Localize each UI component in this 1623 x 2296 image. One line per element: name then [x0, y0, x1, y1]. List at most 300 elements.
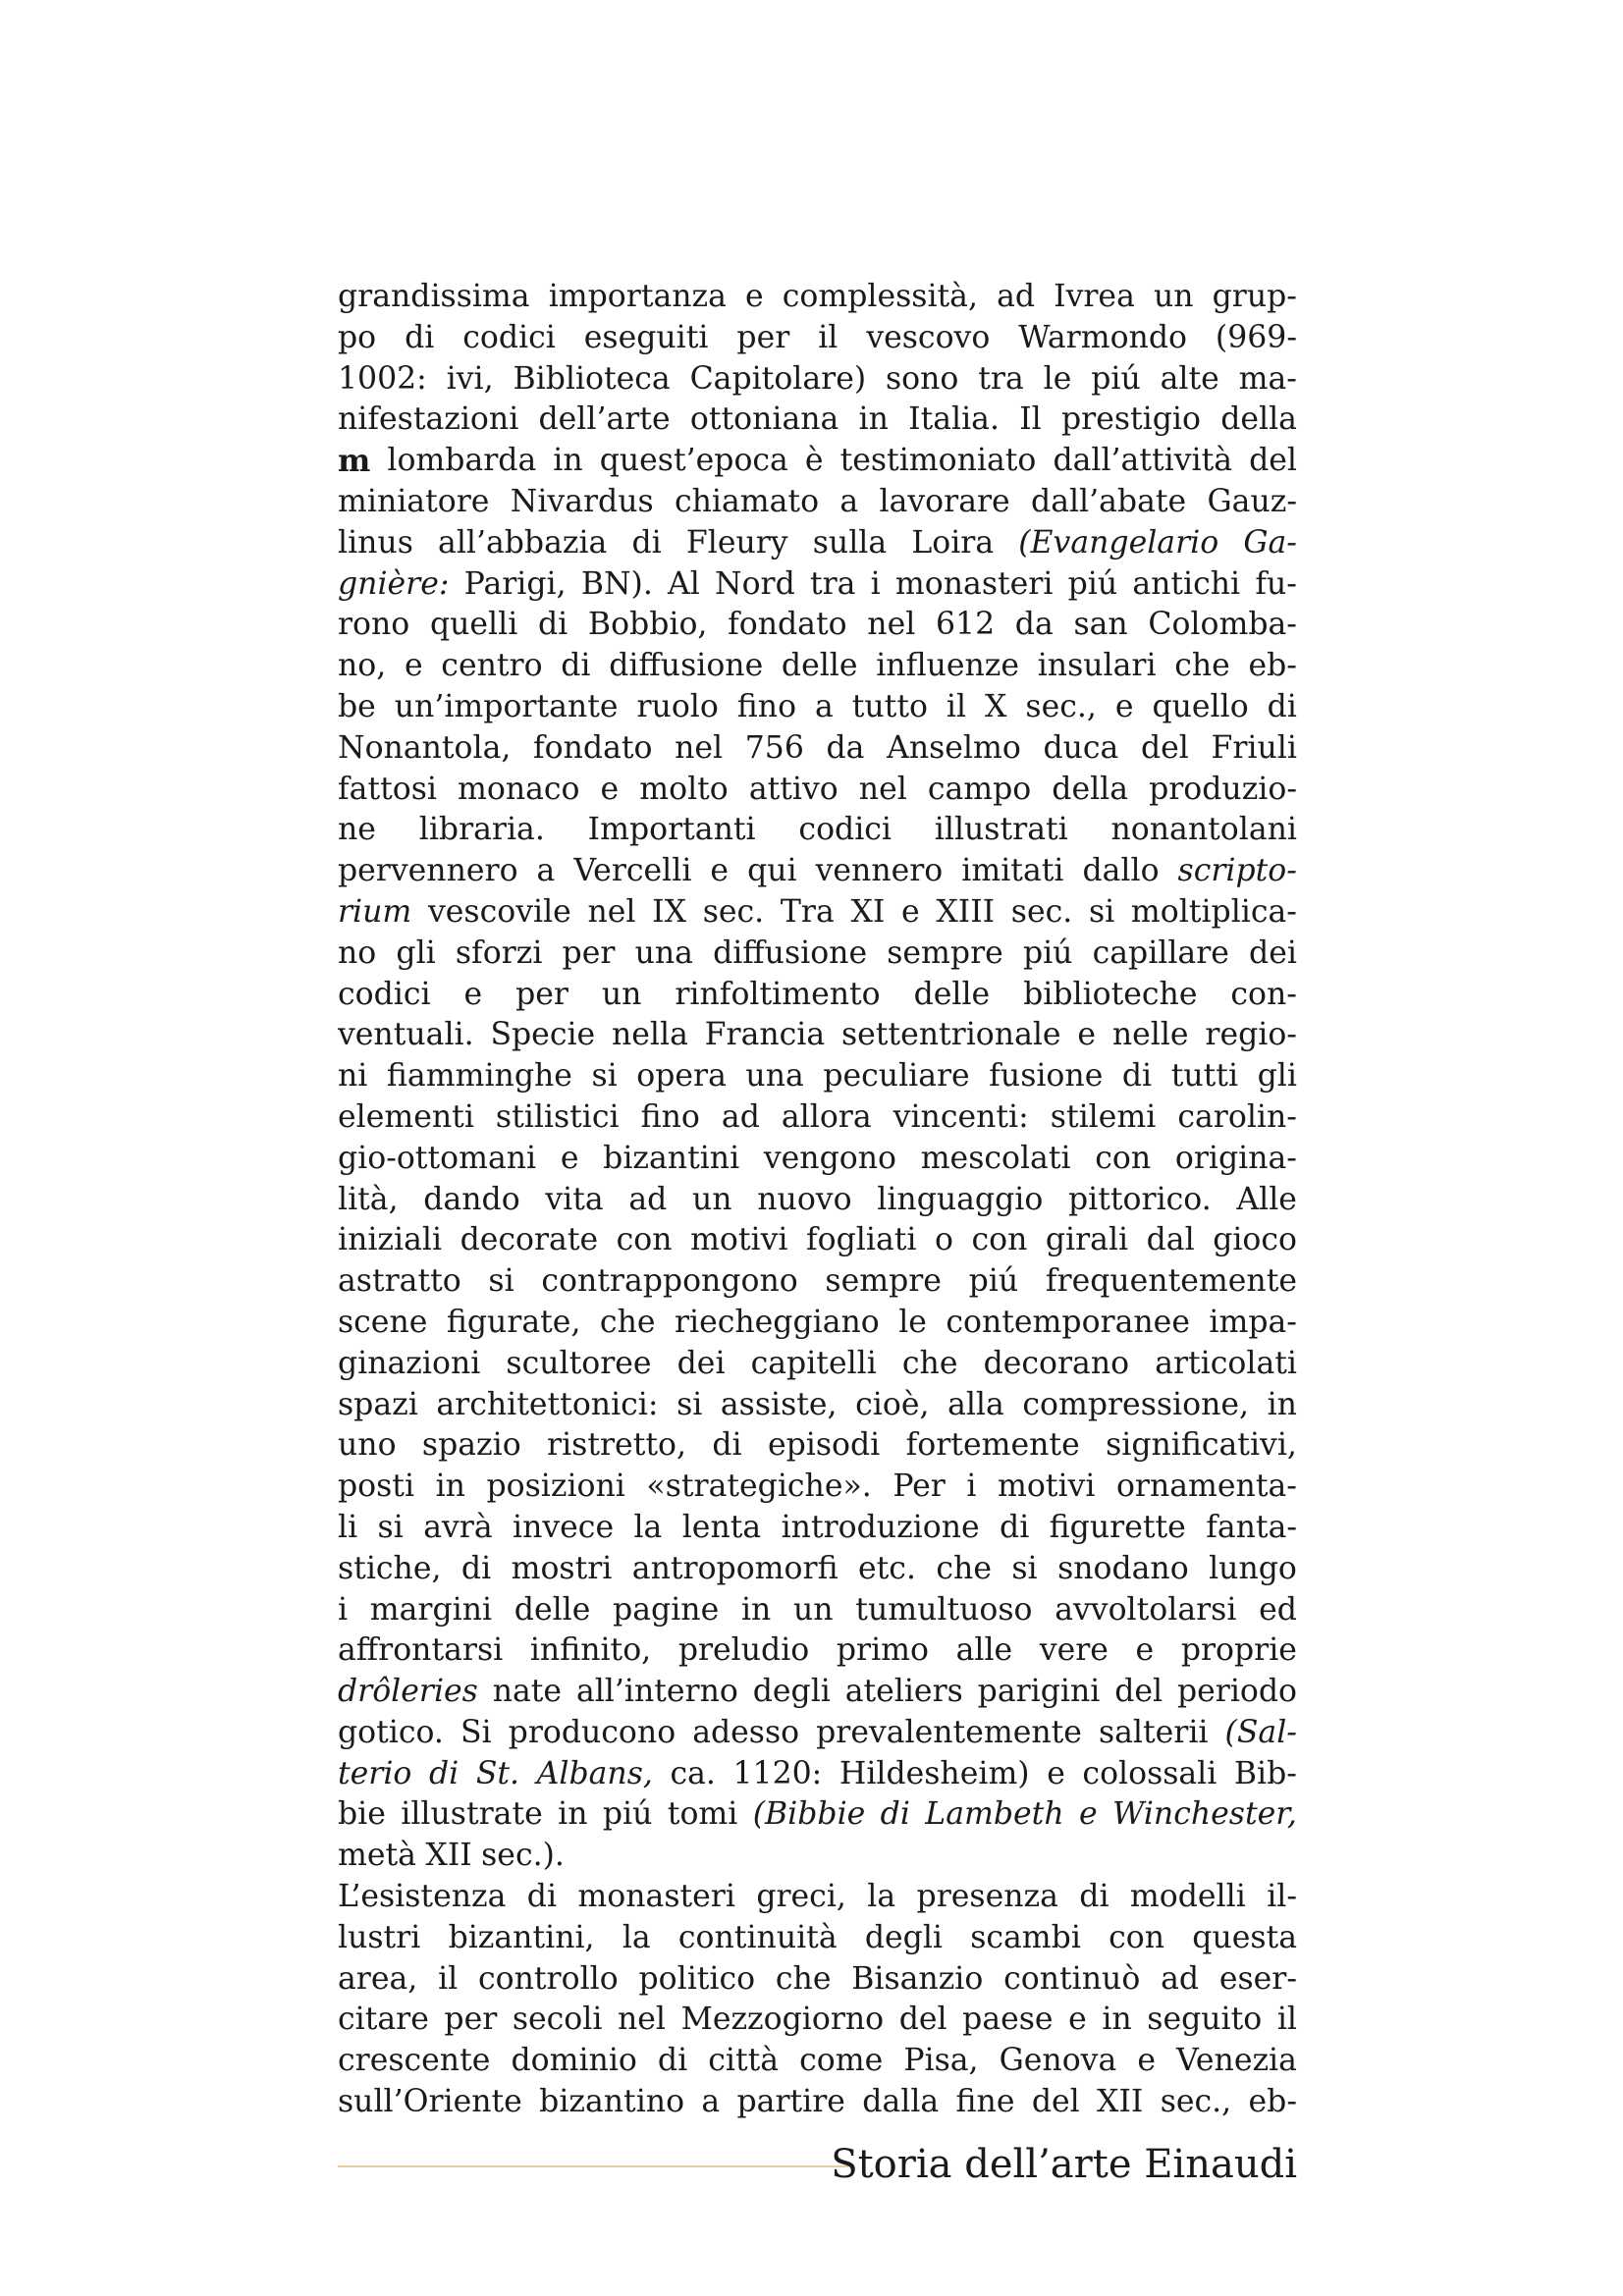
word: Tra	[780, 893, 835, 930]
word: (Evangelario	[1018, 524, 1219, 561]
word: tomi	[667, 1796, 738, 1833]
word: in	[553, 443, 583, 479]
word: vengono	[763, 1140, 896, 1176]
word: codici	[798, 812, 892, 848]
text-line	[338, 400, 1297, 441]
word: piú	[968, 1263, 1019, 1300]
word: ornamenta-	[1115, 1468, 1297, 1505]
word: eser-	[1218, 1960, 1297, 1997]
word: di	[460, 1550, 492, 1586]
word: pittorico.	[1068, 1181, 1212, 1217]
word: producono	[508, 1714, 676, 1750]
word: biblioteche	[1023, 976, 1198, 1012]
word: e	[901, 893, 920, 930]
word: con	[1109, 1919, 1165, 1955]
word: preludio	[677, 1632, 810, 1669]
word: complessità,	[782, 279, 978, 314]
text-line	[338, 1590, 1297, 1631]
word: nel	[675, 729, 724, 766]
word: per	[515, 976, 568, 1012]
word: gnière:	[338, 565, 450, 602]
word: nelle	[1111, 1017, 1189, 1053]
word: il-	[1267, 1879, 1297, 1915]
word: tutto	[851, 688, 928, 724]
word: Lambeth	[925, 1796, 1064, 1833]
text-line	[338, 1097, 1297, 1139]
word: moltiplica-	[1130, 893, 1297, 930]
word: degli	[752, 1674, 831, 1710]
word: Fleury	[685, 524, 788, 561]
word: nifestazioni	[338, 401, 519, 438]
word: a	[815, 688, 834, 724]
word: (969-	[1215, 319, 1297, 355]
word: fu-	[1255, 565, 1297, 602]
word: e	[1135, 1632, 1155, 1669]
word: ivi,	[446, 360, 494, 397]
text-line	[338, 1754, 1297, 1795]
word: ma-	[1238, 360, 1297, 397]
word: vennero	[815, 853, 944, 889]
word: con	[616, 1222, 673, 1258]
word: e	[710, 853, 730, 889]
word: girali	[1045, 1222, 1129, 1258]
word: no	[338, 934, 377, 971]
text-line	[338, 1385, 1297, 1426]
word: ca.	[670, 1755, 716, 1791]
word: bizantino	[539, 2084, 685, 2120]
word: controllo	[478, 1960, 619, 1997]
word: posti	[338, 1468, 415, 1505]
word: la	[622, 1919, 651, 1955]
word: un	[793, 1591, 834, 1628]
word: IX	[652, 893, 687, 930]
word: che	[1174, 648, 1230, 684]
word: una	[634, 934, 693, 971]
word: sec.).	[481, 1838, 565, 1874]
word: monasteri	[894, 565, 1054, 602]
word: ad	[721, 1098, 760, 1135]
word: e	[1079, 1796, 1098, 1833]
text-line	[338, 687, 1297, 728]
word: pervennero	[338, 853, 518, 889]
word: Il	[1019, 401, 1042, 438]
word: quello	[1152, 688, 1249, 724]
word: di	[631, 524, 662, 561]
word: 756	[744, 729, 804, 766]
word: di	[880, 1796, 910, 1833]
word: Nivardus	[510, 483, 654, 519]
text-line	[338, 1467, 1297, 1508]
word: salterii	[1098, 1714, 1209, 1750]
word: paese	[962, 2002, 1054, 2038]
word: 1002:	[338, 360, 427, 397]
word: Francia	[704, 1017, 826, 1053]
word: testimoniato	[839, 443, 1037, 479]
word: è	[804, 443, 824, 479]
word: si	[591, 1058, 618, 1095]
word: all’interno	[575, 1674, 738, 1710]
text-line	[338, 1672, 1297, 1713]
word: una	[745, 1058, 804, 1095]
text-line	[338, 318, 1297, 359]
text-line	[338, 975, 1297, 1016]
word: ginazioni	[338, 1345, 481, 1381]
text-line	[338, 934, 1297, 975]
word: la	[867, 1879, 896, 1915]
word: sempre	[825, 1263, 942, 1300]
word: dall’abate	[1031, 483, 1187, 519]
word: Ga-	[1243, 524, 1297, 561]
word: illustrate	[401, 1796, 543, 1833]
word: sec.	[1010, 893, 1073, 930]
text-line	[338, 1056, 1297, 1097]
word: illustrati	[934, 812, 1068, 848]
word: scene	[338, 1304, 428, 1340]
text-line	[338, 1549, 1297, 1590]
word: fusione	[989, 1058, 1104, 1095]
word: tutti	[1170, 1058, 1239, 1095]
word: proprie	[1180, 1632, 1297, 1669]
word: degli	[864, 1919, 943, 1955]
word: capillare	[1092, 934, 1229, 971]
word: gotico.	[338, 1714, 444, 1750]
word: e	[560, 1140, 579, 1176]
word: e	[1047, 1755, 1065, 1791]
word: vita	[545, 1181, 604, 1217]
word: bizantini	[603, 1140, 740, 1176]
word: diffusione	[713, 934, 868, 971]
word: fondato	[728, 607, 847, 643]
word: gioco	[1213, 1222, 1297, 1258]
word: che	[936, 1550, 992, 1586]
word: bie	[338, 1796, 386, 1833]
word: Importanti	[587, 812, 756, 848]
word: Bisanzio	[851, 1960, 984, 1997]
word: ruolo	[636, 688, 719, 724]
text-line	[338, 2041, 1297, 2082]
word: i	[966, 1468, 977, 1505]
word: pagine	[613, 1591, 720, 1628]
word: per	[562, 934, 616, 971]
word: dal	[1146, 1222, 1195, 1258]
word: sec.,	[1160, 2084, 1232, 2120]
word: linus	[338, 524, 413, 561]
word: scambi	[970, 1919, 1081, 1955]
word: episodi	[768, 1427, 881, 1464]
word: eb-	[1248, 648, 1297, 684]
word: bizantini,	[448, 1919, 595, 1955]
word: margini	[369, 1591, 493, 1628]
word: miniatore	[338, 483, 490, 519]
text-line	[338, 892, 1297, 934]
word: che	[901, 1345, 958, 1381]
word: uno	[338, 1427, 397, 1464]
word: sulla	[812, 524, 888, 561]
word: ateliers	[844, 1674, 963, 1710]
word: vescovo	[866, 319, 991, 355]
word: di	[428, 1755, 460, 1791]
word: ni	[338, 1058, 368, 1095]
text-line	[338, 1261, 1297, 1303]
word: nella	[612, 1017, 688, 1053]
word: gio-ottomani	[338, 1140, 537, 1176]
word: diffusione	[609, 648, 764, 684]
text-line	[338, 441, 1297, 482]
word: fortemente	[905, 1427, 1080, 1464]
word: con	[971, 1222, 1028, 1258]
word: fattosi	[338, 771, 437, 807]
word: con-	[1230, 976, 1297, 1012]
word: Si	[460, 1714, 492, 1750]
word: a	[839, 483, 859, 519]
word: no,	[338, 648, 387, 684]
word: sono	[886, 360, 959, 397]
word: in	[1267, 1386, 1297, 1422]
word: chiamato	[675, 483, 820, 519]
word: colossali	[1082, 1755, 1217, 1791]
word: del	[1114, 1674, 1163, 1710]
word: X	[985, 688, 1007, 724]
word: delle	[781, 648, 858, 684]
word: si	[1088, 893, 1115, 930]
word: mescolati	[920, 1140, 1071, 1176]
text-line	[338, 523, 1297, 564]
word: insulari	[1037, 648, 1157, 684]
text-line	[338, 1180, 1297, 1221]
word: ne	[338, 812, 376, 848]
word: rium	[338, 893, 412, 930]
word: L’esistenza	[338, 1879, 507, 1915]
word: prevalentemente	[816, 1714, 1082, 1750]
word: Friuli	[1211, 729, 1297, 766]
word: del	[1249, 443, 1297, 479]
text-line	[338, 1220, 1297, 1261]
word: molto	[639, 771, 729, 807]
text-line	[338, 810, 1297, 851]
word: antropomorfi	[631, 1550, 839, 1586]
word: avrà	[423, 1509, 493, 1545]
word: presenza	[916, 1879, 1058, 1915]
word: allora	[781, 1098, 872, 1135]
word: Ivrea	[1054, 279, 1135, 314]
word: imitati	[961, 853, 1064, 889]
word: alle	[955, 1632, 1013, 1669]
word: di	[1079, 1879, 1109, 1915]
word: all’abbazia	[438, 524, 608, 561]
word: sforzi	[455, 934, 543, 971]
word: fine	[955, 2084, 1015, 2120]
word: produzio-	[1149, 771, 1297, 807]
word: da	[1014, 607, 1054, 643]
word: dallo	[1082, 853, 1160, 889]
word: di	[537, 607, 568, 643]
word: (Sal-	[1224, 1714, 1297, 1750]
word: m	[338, 443, 371, 480]
word: che	[599, 1304, 656, 1340]
word: fiamminghe	[386, 1058, 572, 1095]
word: Loira	[911, 524, 995, 561]
word: Bib-	[1233, 1755, 1297, 1791]
word: scultoree	[506, 1345, 652, 1381]
word: St.	[475, 1755, 520, 1791]
word: eb-	[1248, 2084, 1297, 2120]
word: stilemi	[1050, 1098, 1157, 1135]
word: nel	[617, 2002, 666, 2038]
word: sec.	[702, 893, 765, 930]
word: di	[561, 648, 591, 684]
word: e	[1077, 1017, 1097, 1053]
text-line	[338, 1344, 1297, 1385]
word: nonantolani	[1110, 812, 1297, 848]
word: seguito	[1147, 2002, 1263, 2038]
word: sec.,	[1025, 688, 1097, 724]
word: i	[870, 565, 881, 602]
word: iniziali	[338, 1222, 443, 1258]
word: partire	[736, 2084, 845, 2120]
word: nuovo	[757, 1181, 852, 1217]
word: XIII	[936, 893, 996, 930]
text-line	[338, 1836, 1297, 1877]
word: peculiare	[823, 1058, 970, 1095]
word: Biblioteca	[513, 360, 671, 397]
word: il	[438, 1960, 459, 1997]
word: be	[338, 688, 376, 724]
word: decorano	[983, 1345, 1130, 1381]
word: da	[826, 729, 865, 766]
word: significativi,	[1106, 1427, 1297, 1464]
word: di	[1000, 1509, 1030, 1545]
word: un’importante	[394, 688, 619, 724]
word: e	[1137, 2043, 1156, 2079]
word: contrappongono	[541, 1263, 798, 1300]
word: ed	[1259, 1591, 1297, 1628]
word: carolin-	[1177, 1098, 1297, 1135]
word: piú	[1091, 360, 1141, 397]
word: per	[736, 319, 790, 355]
word: gli	[1257, 1058, 1297, 1095]
word: 612	[935, 607, 996, 643]
word: metà	[338, 1838, 416, 1874]
text-line	[338, 2082, 1297, 2123]
word: vere	[1039, 1632, 1109, 1669]
word: settentrionale	[840, 1017, 1061, 1053]
word: codici	[462, 319, 556, 355]
word: sempre	[887, 934, 1003, 971]
word: Capitolare)	[689, 360, 867, 397]
word: architettonici:	[436, 1386, 659, 1422]
word: etc.	[858, 1550, 916, 1586]
word: libraria.	[418, 812, 545, 848]
word: la	[633, 1509, 663, 1545]
word: crescente	[338, 2043, 491, 2079]
text-line	[338, 605, 1297, 646]
word: vincenti:	[893, 1098, 1029, 1135]
word: in	[858, 401, 889, 438]
word: piú	[1022, 934, 1073, 971]
word: motivi	[997, 1468, 1096, 1505]
word: Nord	[715, 565, 795, 602]
word: adesso	[692, 1714, 800, 1750]
word: come	[799, 2043, 884, 2079]
word: Winchester,	[1112, 1796, 1297, 1833]
word: Pisa,	[903, 2043, 979, 2079]
body-text	[338, 277, 1297, 2123]
word: si	[488, 1263, 514, 1300]
word: della	[1220, 401, 1297, 438]
word: e	[404, 648, 423, 684]
word: Nonantola,	[338, 729, 512, 766]
word: a	[701, 2084, 721, 2120]
word: il	[946, 688, 967, 724]
word: continuità	[677, 1919, 838, 1955]
word: codici	[338, 976, 431, 1012]
word: quelli	[429, 607, 518, 643]
word: nel	[858, 771, 907, 807]
word: Albans,	[536, 1755, 653, 1791]
word: prestigio	[1060, 401, 1201, 438]
word: a	[536, 853, 556, 889]
word: linguaggio	[877, 1181, 1044, 1217]
text-line	[338, 482, 1297, 523]
word: attivo	[748, 771, 839, 807]
word: un	[1153, 279, 1194, 314]
text-line	[338, 359, 1297, 400]
word: Warmondo	[1018, 319, 1187, 355]
word: figurate,	[446, 1304, 581, 1340]
word: dall’attività	[1053, 443, 1233, 479]
word: le	[1043, 360, 1072, 397]
word: delle	[913, 976, 991, 1012]
word: e	[1114, 688, 1134, 724]
word: fanta-	[1206, 1509, 1297, 1545]
word: un	[692, 1181, 732, 1217]
word: in	[740, 1591, 772, 1628]
word: alte	[1160, 360, 1219, 397]
word: influenze	[876, 648, 1020, 684]
word: ad	[628, 1181, 668, 1217]
word: del	[1031, 2084, 1080, 2120]
word: dell’arte	[538, 401, 671, 438]
word: stiche,	[338, 1550, 442, 1586]
word: con	[1095, 1140, 1152, 1176]
word: tra	[978, 360, 1024, 397]
text-line	[338, 1508, 1297, 1549]
word: monasteri	[577, 1879, 735, 1915]
word: assiste,	[720, 1386, 838, 1422]
word: area,	[338, 1960, 418, 1997]
word: lenta	[681, 1509, 762, 1545]
word: si	[377, 1509, 404, 1545]
word: centro	[441, 648, 543, 684]
word: compressione,	[1022, 1386, 1250, 1422]
text-line	[338, 564, 1297, 606]
word: frequentemente	[1045, 1263, 1297, 1300]
text-line	[338, 728, 1297, 770]
text-line	[338, 277, 1297, 318]
word: delle	[514, 1591, 591, 1628]
word: eseguiti	[583, 319, 709, 355]
word: di	[526, 1879, 558, 1915]
word: 1120:	[732, 1755, 823, 1791]
word: in	[558, 1796, 588, 1833]
word: drôleries	[338, 1674, 478, 1710]
text-line	[338, 2000, 1297, 2041]
word: Gauz-	[1207, 483, 1297, 519]
word: invece	[513, 1509, 615, 1545]
word: della	[1052, 771, 1129, 807]
footer-rule	[338, 2165, 848, 2167]
word: origina-	[1174, 1140, 1297, 1176]
